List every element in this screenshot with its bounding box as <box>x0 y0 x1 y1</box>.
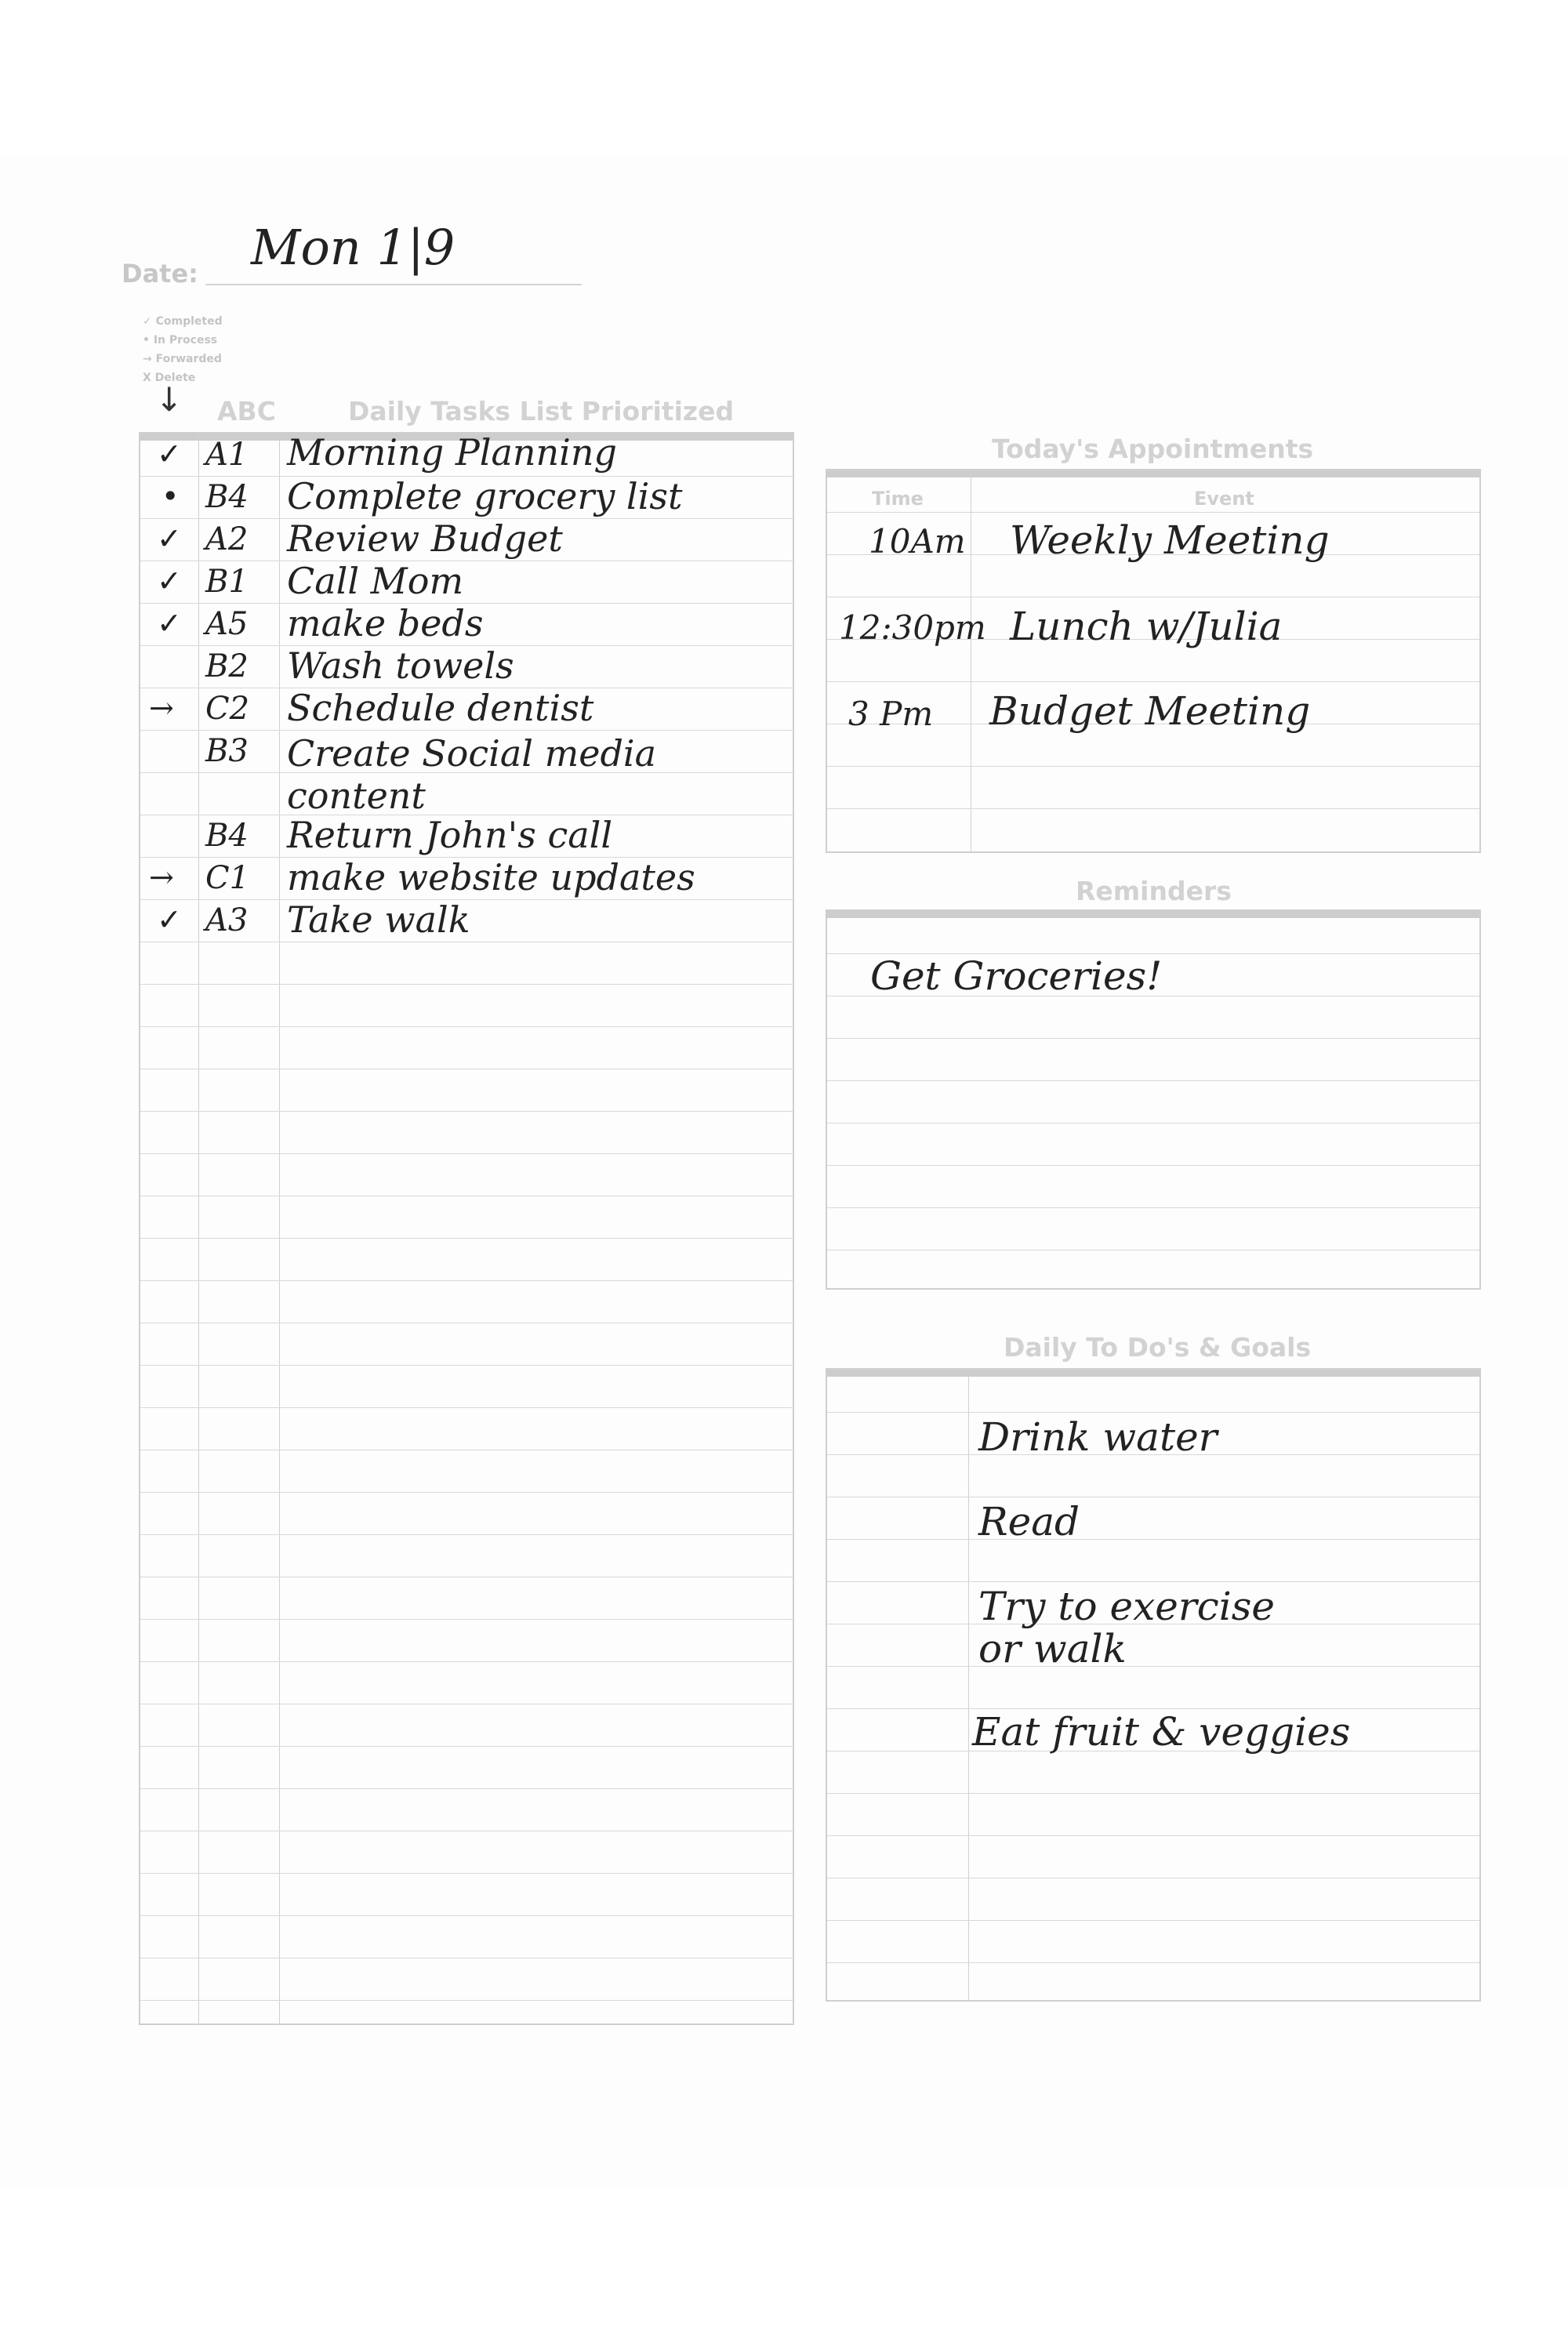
ruled-line <box>140 1153 793 1154</box>
task-priority: A2 <box>205 521 249 557</box>
legend-delete: X Delete <box>143 372 196 384</box>
ruled-line <box>140 1619 793 1620</box>
status-legend <box>143 312 223 387</box>
task-text: Take walk <box>287 898 470 941</box>
legend-completed: ✓ Completed <box>143 315 223 328</box>
appointment-event: Budget Meeting <box>989 688 1311 734</box>
appointments-header-bar <box>827 470 1479 477</box>
reminders-title: Reminders <box>1076 876 1232 906</box>
task-text: Return John's call <box>287 814 613 856</box>
ruled-line <box>827 1793 1479 1794</box>
task-status-mark: • <box>162 479 180 514</box>
ruled-line <box>827 1962 1479 1963</box>
task-text: Call Mom <box>287 560 464 602</box>
task-priority: B2 <box>205 648 249 684</box>
ruled-line <box>140 1915 793 1916</box>
legend-forwarded: → Forwarded <box>143 353 222 365</box>
date-value: Mon 1|9 <box>251 219 456 276</box>
ruled-line <box>140 1026 793 1027</box>
ruled-line <box>827 1920 1479 1921</box>
ruled-line <box>140 1365 793 1366</box>
status-column-divider <box>198 434 199 2024</box>
priority-column-divider <box>279 434 280 2024</box>
task-priority: A5 <box>205 606 249 642</box>
goals-header-bar <box>827 1370 1479 1377</box>
ruled-line <box>140 1111 793 1112</box>
ruled-line <box>827 1412 1479 1413</box>
ruled-line <box>827 1038 1479 1039</box>
ruled-line <box>140 730 793 731</box>
time-column-header: Time <box>872 488 924 510</box>
task-status-mark: ✓ <box>157 606 182 641</box>
ruled-line <box>827 1581 1479 1582</box>
goals-column-divider <box>968 1370 969 2000</box>
task-text: Review Budget <box>287 517 563 560</box>
task-status-mark: ✓ <box>157 437 182 471</box>
task-status-mark: ✓ <box>157 564 182 598</box>
goal-item: Drink water <box>978 1414 1218 1460</box>
goal-item: Eat fruit & veggies <box>972 1709 1351 1755</box>
date-label: Date: <box>122 259 198 289</box>
ruled-line <box>140 1492 793 1493</box>
task-status-mark: → <box>149 691 174 725</box>
ruled-line <box>827 681 1479 682</box>
task-priority: B4 <box>205 479 249 515</box>
ruled-line <box>827 1165 1479 1166</box>
ruled-line <box>140 1873 793 1874</box>
appointments-title: Today's Appointments <box>992 434 1314 464</box>
ruled-line <box>140 1280 793 1281</box>
ruled-line <box>827 1207 1479 1208</box>
task-priority: A1 <box>205 437 249 473</box>
legend-in-process: • In Process <box>143 334 218 347</box>
task-text: Create Social media content <box>287 732 657 817</box>
task-priority: B4 <box>205 818 249 854</box>
ruled-line <box>827 808 1479 809</box>
task-text: make beds <box>287 602 484 644</box>
ruled-line <box>140 1746 793 1747</box>
appointment-event: Weekly Meeting <box>1010 517 1330 563</box>
ruled-line <box>140 1534 793 1535</box>
task-text: Morning Planning <box>287 431 617 474</box>
appointment-time: 12:30pm <box>839 608 986 647</box>
ruled-line <box>140 1238 793 1239</box>
task-status-mark: ✓ <box>157 521 182 556</box>
ruled-line <box>827 1080 1479 1081</box>
goal-item: Read <box>978 1499 1080 1544</box>
task-status-mark: → <box>149 860 174 895</box>
ruled-line <box>140 1407 793 1408</box>
task-priority: A3 <box>205 902 249 938</box>
ruled-line <box>140 1788 793 1789</box>
ruled-line <box>140 984 793 985</box>
goals-table <box>826 1368 1481 2002</box>
appointment-time: 3 Pm <box>848 695 934 733</box>
goal-item: Try to exercise or walk <box>978 1584 1276 1671</box>
task-priority: B3 <box>205 733 249 769</box>
task-priority: B1 <box>205 564 249 600</box>
ruled-line <box>140 1661 793 1662</box>
goals-title: Daily To Do's & Goals <box>1004 1332 1312 1363</box>
task-text: Complete grocery list <box>287 475 683 517</box>
reminder-item: Get Groceries! <box>870 953 1163 999</box>
ruled-line <box>140 2000 793 2001</box>
task-text: Wash towels <box>287 644 514 687</box>
reminders-header-bar <box>827 911 1479 918</box>
appointment-time: 10Am <box>869 522 966 561</box>
status-column-arrow-icon: ↓ <box>155 380 183 419</box>
ruled-line <box>827 1539 1479 1540</box>
task-status-mark: ✓ <box>157 902 182 937</box>
task-priority: C1 <box>205 860 250 896</box>
task-text: make website updates <box>287 856 695 898</box>
ruled-line <box>827 512 1479 513</box>
event-column-header: Event <box>1194 488 1254 510</box>
ruled-line <box>827 1835 1479 1836</box>
tasks-title: Daily Tasks List Prioritized <box>348 396 735 426</box>
appointment-event: Lunch w/Julia <box>1010 604 1283 649</box>
date-underline <box>205 284 582 285</box>
task-priority: C2 <box>205 691 250 727</box>
ruled-line <box>827 766 1479 767</box>
task-text: Schedule dentist <box>287 687 594 729</box>
abc-label: ABC <box>217 396 276 426</box>
